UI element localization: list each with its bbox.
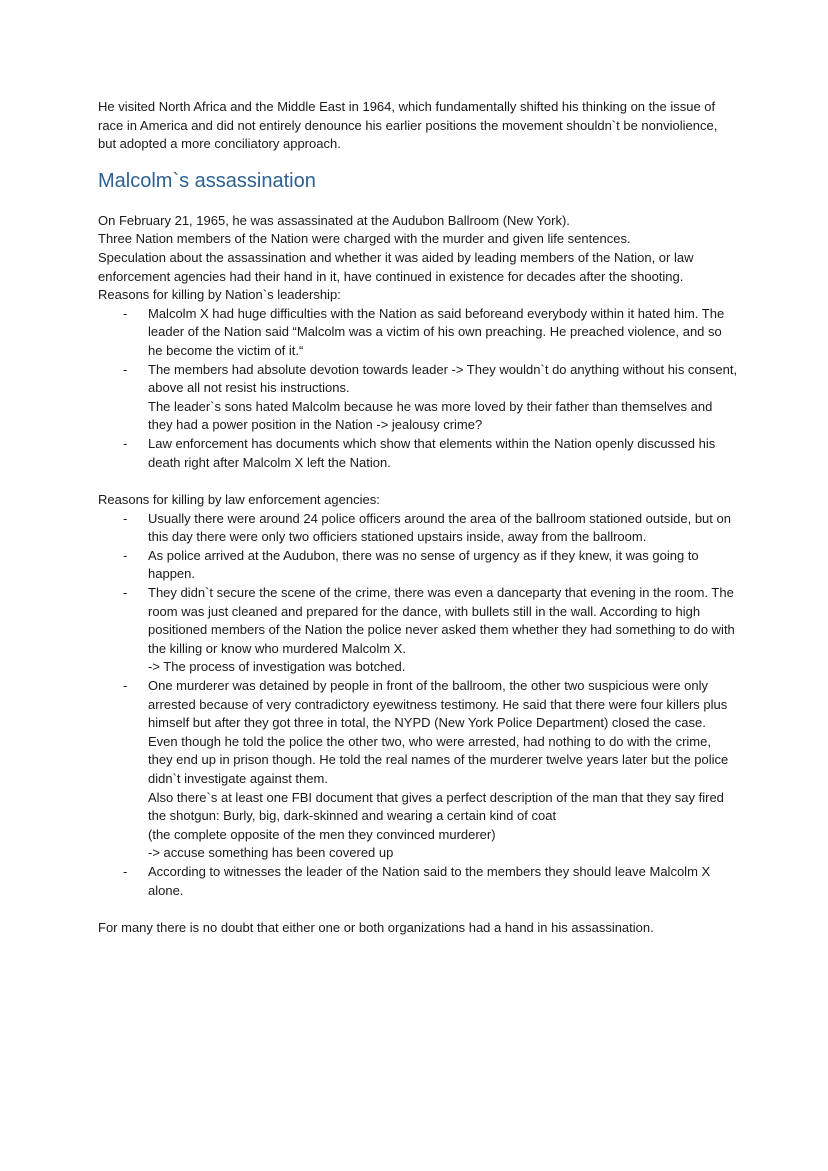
dash-bullet: - bbox=[123, 678, 128, 694]
dash-bullet: - bbox=[123, 863, 128, 879]
list-item-text: The members had absolute devotion towards leader -> They wouldn`t do anything without his consent, above all not resist his instructions. bbox=[148, 361, 738, 396]
list-item-text: They didn`t secure the scene of the crime, there was even a danceparty that evening in the room. The room was just cleaned and prepared for the dance, with bullets still in the wall. According to high positioned members of the Nation the police never asked them whether they had something to do with the killing or know who murdered Malcolm X. bbox=[148, 585, 735, 656]
list-item-text: (the complete opposite of the men they convinced murderer) bbox=[148, 826, 496, 842]
section-heading: Malcolm`s assassination bbox=[98, 169, 316, 192]
list-item bbox=[98, 584, 738, 677]
conclusion-paragraph: For many there is no doubt that either one or both organizations had a hand in his assassination. bbox=[98, 920, 654, 936]
law-reasons-list bbox=[98, 510, 738, 900]
list-item-text: One murderer was detained by people in front of the ballroom, the other two suspicious were only arrested because of very contradictory eyewitness testimony. He said that there were four killers plus himself but after they got three in total, the NYPD (New York Police Department) closed the case. bbox=[148, 678, 728, 731]
list-item-text: According to witnesses the leader of the Nation said to the members they should leave Malcolm X alone. bbox=[148, 863, 711, 898]
list-item-text: -> accuse something has been covered up bbox=[148, 845, 394, 861]
list-item-text: Also there`s at least one FBI document that gives a perfect description of the man that they say fired the shotgun: Burly, big, dark-skinned and wearing a certain kind of coat bbox=[148, 789, 724, 824]
spacer bbox=[98, 472, 738, 491]
list-item-text: Malcolm X had huge difficulties with the Nation as said beforeand everybody within it hated him. The leader of the Nation said “Malcolm was a victim of his own preaching. He preached violence, and so he become the victim of it.“ bbox=[148, 305, 725, 358]
list-item bbox=[98, 361, 738, 435]
list-item bbox=[98, 510, 738, 547]
list-item bbox=[98, 305, 738, 361]
list-item bbox=[98, 677, 738, 863]
list-item-text: The leader`s sons hated Malcolm because he was more loved by their father than themselves and they had a power position in the Nation -> jealousy crime? bbox=[148, 398, 713, 433]
nation-reasons-title: Reasons for killing by Nation`s leadership: bbox=[98, 287, 341, 303]
dash-bullet: - bbox=[123, 510, 128, 526]
speculation-paragraph: Speculation about the assassination and whether it was aided by leading members of the Nation, or law enforcement agencies had their hand in it, have continued in existence for decades after the shooting. bbox=[98, 249, 694, 284]
dash-bullet: - bbox=[123, 585, 128, 601]
list-item-text: Law enforcement has documents which show that elements within the Nation openly discussed his death right after Malcolm X left the Nation. bbox=[148, 435, 716, 470]
assassination-date-paragraph: On February 21, 1965, he was assassinated at the Audubon Ballroom (New York). bbox=[98, 212, 570, 228]
law-reasons-title: Reasons for killing by law enforcement agencies: bbox=[98, 492, 380, 508]
list-item-text: -> The process of investigation was botched. bbox=[148, 659, 406, 675]
nation-reasons-list bbox=[98, 305, 738, 472]
list-item bbox=[98, 435, 738, 472]
list-item bbox=[98, 547, 738, 584]
intro-paragraph: He visited North Africa and the Middle East in 1964, which fundamentally shifted his thinking on the issue of race in America and did not entirely denounce his earlier positions the movement shouldn`t be nonviolience, but adopted a more conciliatory approach. bbox=[98, 99, 718, 152]
dash-bullet: - bbox=[123, 361, 128, 377]
list-item-text: As police arrived at the Audubon, there was no sense of urgency as if they knew, it was going to happen. bbox=[148, 547, 699, 582]
dash-bullet: - bbox=[123, 305, 128, 321]
document-page bbox=[98, 98, 738, 938]
list-item-text: Even though he told the police the other two, who were arrested, had nothing to do with the crime, they end up in prison though. He told the real names of the murderer twelve years later but the police didn`t investigate against them. bbox=[148, 733, 729, 786]
dash-bullet: - bbox=[123, 547, 128, 563]
list-item bbox=[98, 863, 738, 900]
dash-bullet: - bbox=[123, 435, 128, 451]
charges-paragraph: Three Nation members of the Nation were charged with the murder and given life sentences. bbox=[98, 231, 631, 247]
list-item-text: Usually there were around 24 police officers around the area of the ballroom stationed outside, but on this day there were only two officiers stationed upstairs inside, away from the ballroom. bbox=[148, 510, 731, 545]
